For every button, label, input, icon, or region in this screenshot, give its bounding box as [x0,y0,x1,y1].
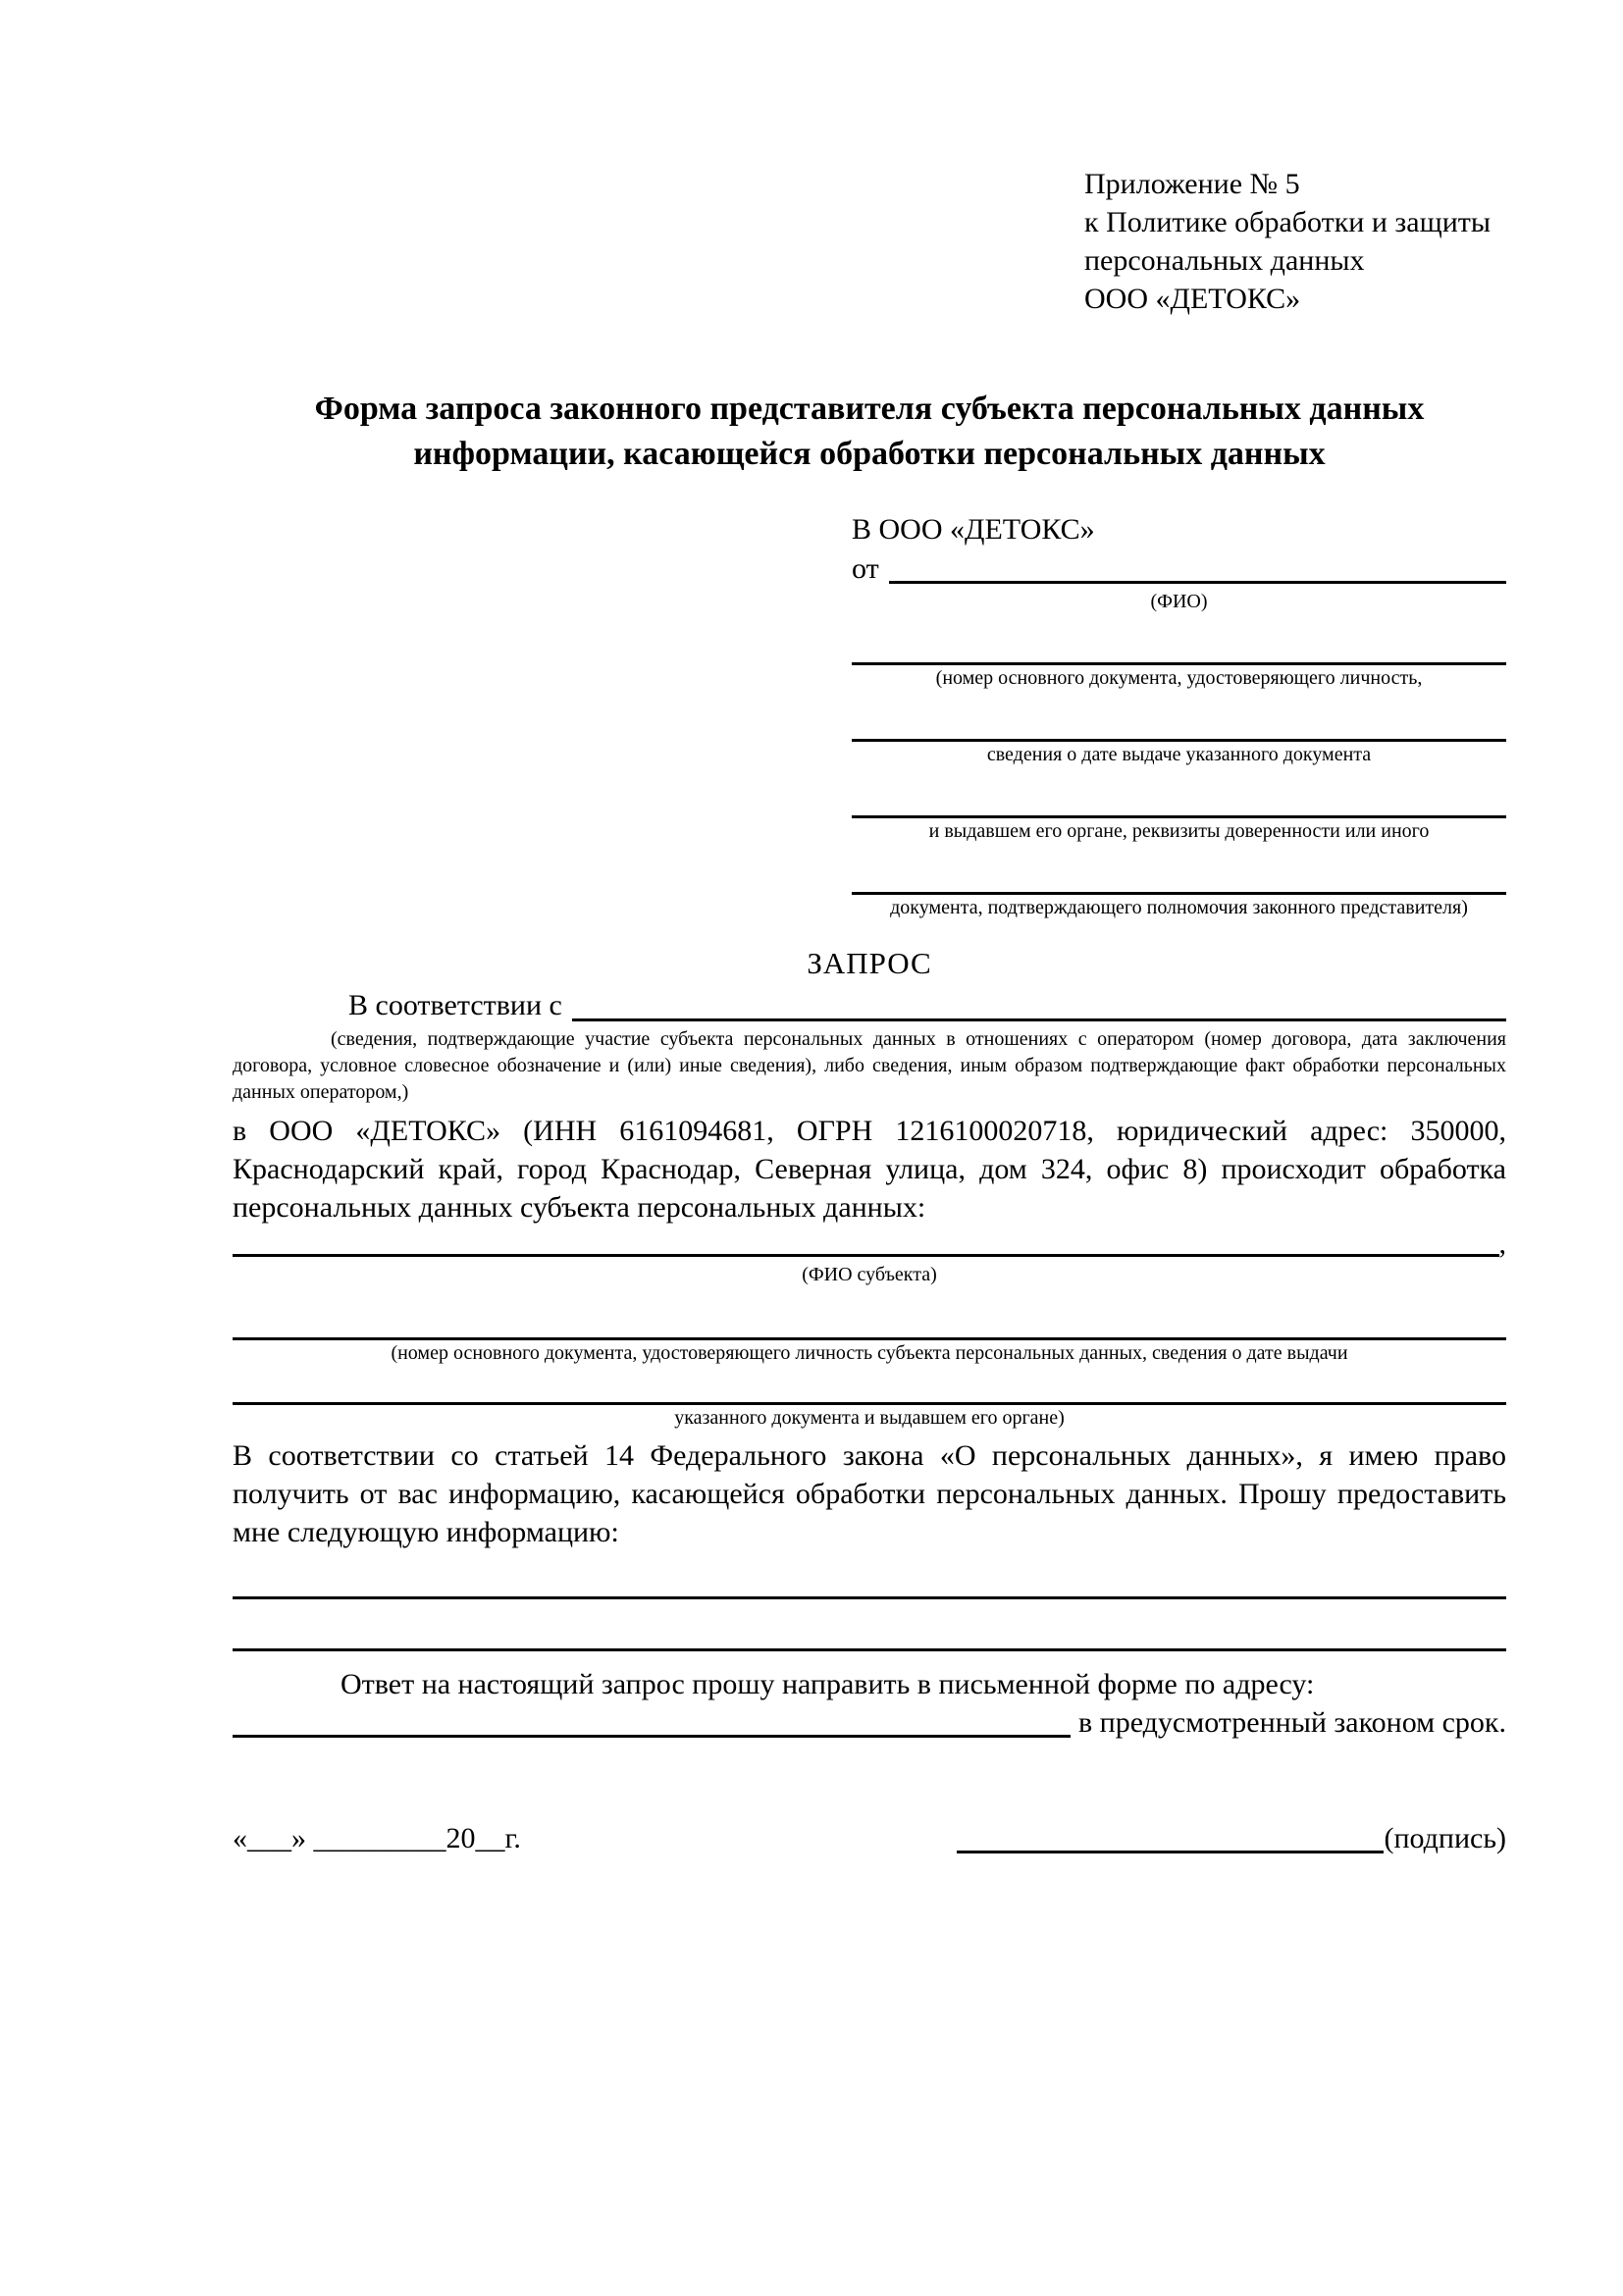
representative-fio-caption: (ФИО) [1150,591,1208,612]
subject-doc-caption-2: указанного документа и выдавшем его органе) [674,1407,1065,1429]
representative-doc-field-4 [852,865,1506,920]
reply-address-blank[interactable] [233,1703,1071,1738]
basis-caption: (сведения, подтверждающие участие субъекта персональных данных в отношениях с оператором (номер договора, дата заключения договора, условное словесное обозначение и (или) иные сведения), либо сведения, иным образом подтверждающие факт обработки персональных данных оператором,) [233,1028,1506,1103]
document-title [233,387,1506,477]
requested-info-blank-1[interactable] [233,1596,1506,1599]
basis-label: В соответствии с [348,989,562,1021]
reply-address-row [233,1703,1506,1743]
subject-fio-caption: (ФИО субъекта) [802,1264,937,1285]
date-line: «___» _________20__г. [233,1822,521,1854]
representative-doc-field-3 [852,789,1506,844]
reply-paragraph: Ответ на настоящий запрос прошу направить в письменной форме по адресу: [340,1668,1315,1700]
footer-row [233,1819,1506,1858]
signature-blank[interactable] [957,1819,1384,1853]
addressee-organization: В ООО «ДЕТОКС» [852,513,1095,546]
representative-doc-caption-2: сведения о дате выдаче указанного документа [986,744,1372,765]
representative-doc-blank-3[interactable] [852,789,1506,818]
signature-block [957,1819,1506,1858]
appendix-note-line-3: персональных данных [1084,244,1365,277]
request-heading: ЗАПРОС [807,946,932,980]
subject-doc-blank-1[interactable] [233,1311,1506,1340]
representative-doc-field-1 [852,636,1506,691]
representative-doc-blank-2[interactable] [852,712,1506,742]
appendix-note-line-4: ООО «ДЕТОКС» [1084,283,1301,315]
subject-doc-blank-2[interactable] [233,1376,1506,1405]
subject-doc-field-1 [233,1311,1506,1366]
representative-doc-field-2 [852,712,1506,767]
document-title-line-1: Форма запроса законного представителя субъекта персональных данных [314,391,1425,427]
representative-doc-caption-4: документа, подтверждающего полномочия законного представителя) [890,897,1468,918]
law-paragraph: В соответствии со статьей 14 Федерального закона «О персональных данных», я имею право получить от вас информацию, касающейся обработки персональных данных. Прошу предоставить мне следующую информацию: [233,1439,1506,1548]
subject-fio-row [233,1226,1506,1262]
subject-doc-field-2 [233,1376,1506,1431]
operator-paragraph: в ООО «ДЕТОКС» (ИНН 6161094681, ОГРН 1216100020718, юридический адрес: 350000, Краснодарский край, город Краснодар, Северная улица, дом 324, офис 8) происходит обработка персональных данных субъекта персональных данных: [233,1115,1506,1224]
representative-doc-caption-3: и выдавшем его органе, реквизиты доверенности или иного [928,820,1430,842]
basis-row [233,985,1506,1026]
appendix-note-line-2: к Политике обработки и защиты [1084,206,1492,238]
from-row [852,549,1506,589]
appendix-note-line-1: Приложение № 5 [1084,168,1300,200]
basis-blank[interactable] [572,985,1506,1021]
subject-doc-caption-1: (номер основного документа, удостоверяющего личность субъекта персональных данных, сведения о дате выдачи [391,1342,1348,1364]
addressee-block [852,510,1506,920]
requested-info-blank-2[interactable] [233,1648,1506,1651]
subject-fio-blank[interactable] [233,1226,1499,1257]
appendix-note [1084,165,1506,318]
representative-fio-blank[interactable] [889,549,1506,584]
representative-doc-blank-1[interactable] [852,636,1506,665]
reply-tail-text: в предусмотренный законом срок. [1078,1706,1506,1739]
document-title-line-2: информации, касающейся обработки персональных данных [413,436,1326,472]
representative-doc-caption-1: (номер основного документа, удостоверяющего личность, [935,667,1423,689]
representative-doc-blank-4[interactable] [852,865,1506,895]
signature-caption: (подпись) [1384,1822,1506,1854]
from-label: от [852,552,879,585]
subject-fio-trailing-comma: , [1498,1227,1506,1260]
